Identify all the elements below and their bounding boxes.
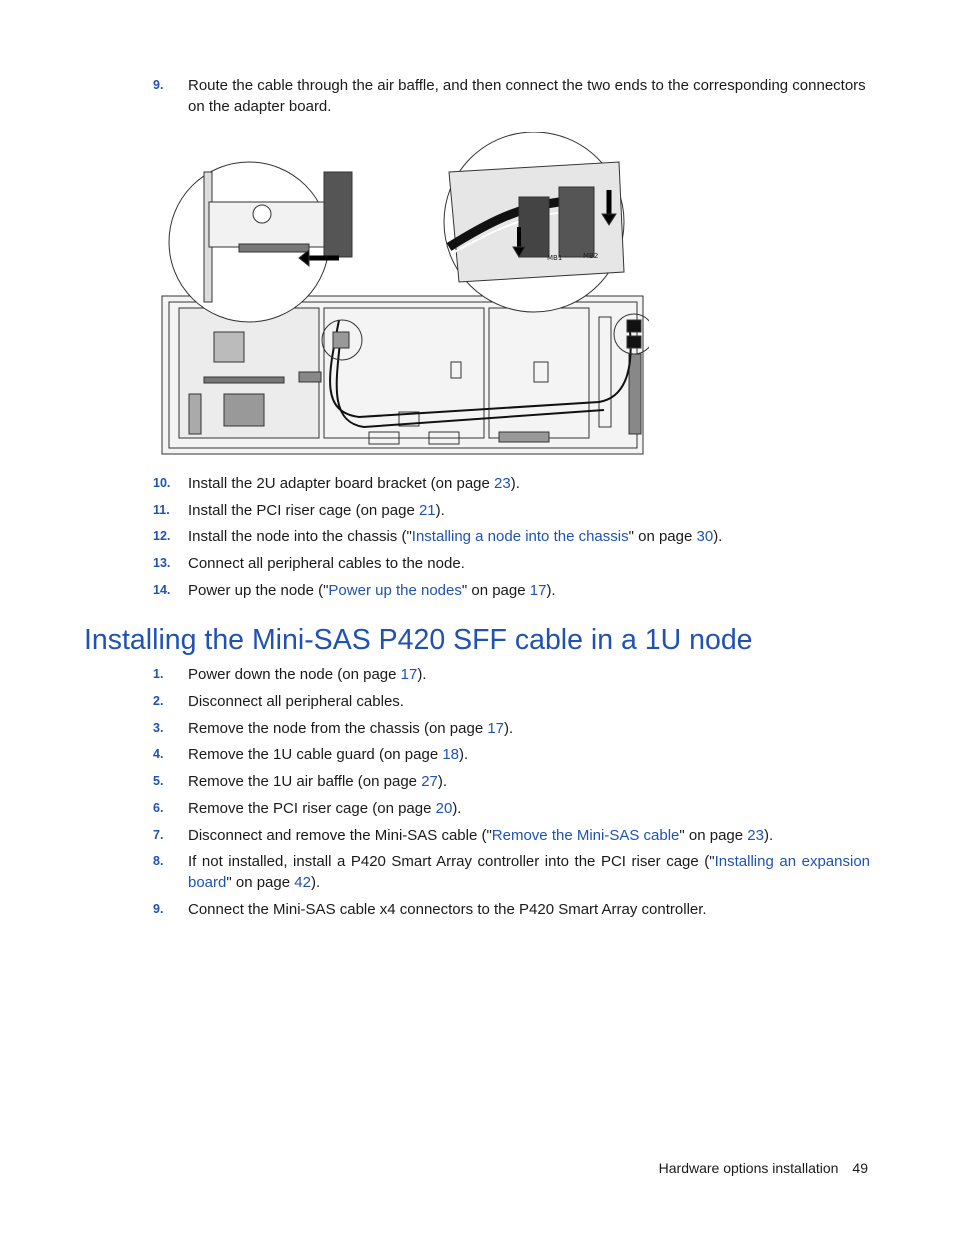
step-text: Install the 2U adapter board bracket (on page 23). [188,475,520,492]
node-board-illustration [159,132,649,458]
mb1-label: MB1 [547,254,563,262]
cross-reference-link[interactable]: Installing a node into the chassis [411,528,629,545]
step-text: Disconnect and remove the Mini-SAS cable ("Remove the Mini-SAS cable" on page 23). [188,827,774,844]
cable-routing-figure [159,132,649,462]
cross-reference-link[interactable]: 17 [487,720,505,737]
cross-reference-link[interactable]: 30 [696,528,714,545]
step-text: Disconnect all peripheral cables. [188,693,404,710]
page-footer [659,1158,868,1178]
step-number: 2. [153,694,164,708]
step-number: 10. [153,476,171,490]
step-text: Connect the Mini-SAS cable x4 connectors to the P420 Smart Array controller. [188,901,707,918]
cross-reference-link[interactable]: 23 [747,827,764,844]
step-number: 7. [153,828,164,842]
step-text: Route the cable through the air baffle, and then connect the two ends to the corresponding connectors on the adapter board. [188,77,866,115]
step-text: Connect all peripheral cables to the node. [188,555,465,572]
step-text: Remove the 1U air baffle (on page 27). [188,773,448,790]
step-number: 3. [153,721,164,735]
step-number: 9. [153,78,164,92]
step-number: 1. [153,667,164,681]
cross-reference-link[interactable]: 42 [294,874,311,891]
step-text: Remove the PCI riser cage (on page 20). [188,800,462,817]
cross-reference-link[interactable]: 18 [442,746,460,763]
mb2-label: MB2 [583,252,599,260]
step-number: 14. [153,583,171,597]
step-text: Install the node into the chassis ("Installing a node into the chassis" on page 30). [188,528,723,545]
step-text: Install the PCI riser cage (on page 21). [188,502,445,519]
cross-reference-link[interactable]: 17 [400,666,418,683]
cross-reference-link[interactable]: Remove the Mini-SAS cable [491,827,680,844]
step-text: Power down the node (on page 17). [188,666,427,683]
step-text: Remove the node from the chassis (on page 17). [188,720,514,737]
step-number: 4. [153,747,164,761]
step-number: 8. [153,854,164,868]
section-heading: Installing the Mini-SAS P420 SFF cable in a 1U node [84,624,753,656]
cross-reference-link[interactable]: Power up the nodes [328,582,462,599]
page-number: 49 [852,1160,868,1176]
step-number: 12. [153,529,171,543]
step-number: 9. [153,902,164,916]
step-number: 13. [153,556,171,570]
cross-reference-link[interactable]: 17 [529,582,547,599]
step-text: Remove the 1U cable guard (on page 18). [188,746,469,763]
footer-section-title: Hardware options installation [658,1160,839,1176]
step-text: Power up the node ("Power up the nodes" on page 17). [188,582,556,599]
step-text: If not installed, install a P420 Smart Array controller into the PCI riser cage ("Installing an expansion board" on page 42). [188,853,871,891]
step-number: 5. [153,774,164,788]
cross-reference-link[interactable]: 20 [435,800,453,817]
cross-reference-link[interactable]: 23 [494,475,511,492]
cross-reference-link[interactable]: Installing an expansion board [188,853,871,891]
cross-reference-link[interactable]: 27 [421,773,438,790]
step-number: 6. [153,801,164,815]
step-number: 11. [153,503,170,517]
cross-reference-link[interactable]: 21 [418,502,436,519]
